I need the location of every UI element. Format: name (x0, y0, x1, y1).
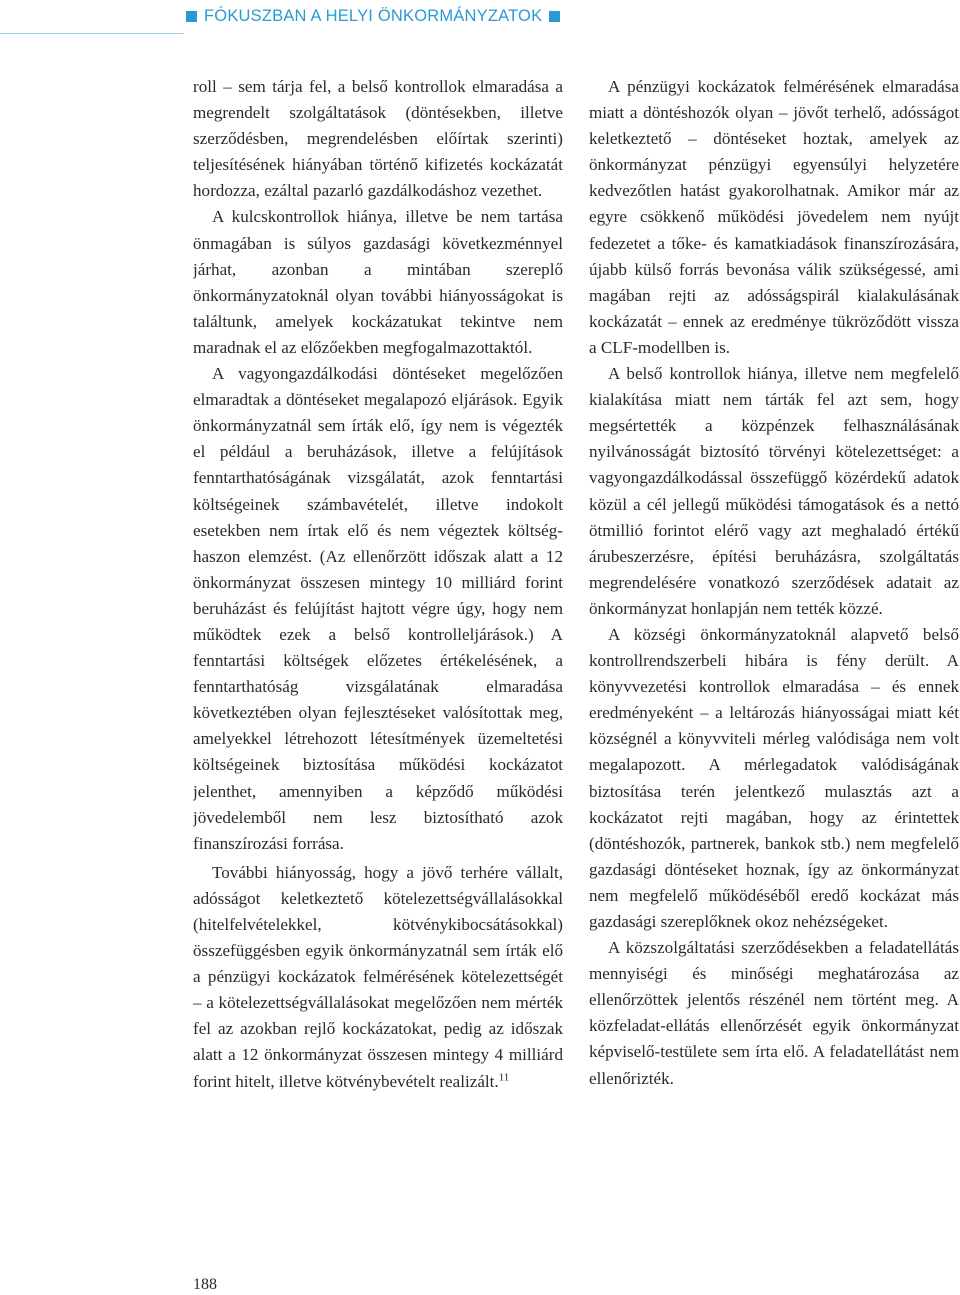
right-paragraph-2: A belső kontrollok hiánya, illetve nem megfelelő kialakítása miatt nem tárták fel azt sem, hogy megsértették a közpénzek felhasználásának nyilvánosságát biztosító törvényi kötelezettséget: a vagyongazdálkodással összefüggő közérdekű adatok közül a cél jellegű működési támogatások és a nettó ötmillió forintot elérő vagy azt meghaladó értékű árubeszerzésre, építési beruházásra, szolgáltatás megrendelésére vonatkozó szerződések adatait az önkormányzat honlapján nem tették közzé. (589, 364, 959, 618)
left-paragraph-2: A kulcskontrollok hiánya, illetve be nem tartása önmagában is súlyos gazdasági következménnyel járhat, azonban a mintában szereplő önkormányzatoknál olyan további hiányosságokat is találtunk, amelyek kockázatukat tekintve nem maradnak el az előzőekben megfogalmazottaktól. (193, 207, 563, 357)
footnote-marker: 11 (498, 1070, 510, 1083)
page-number: 188 (193, 1276, 217, 1293)
left-paragraph-4 (193, 860, 563, 1095)
right-paragraph-1: A pénzügyi kockázatok felmérésének elmaradása miatt a döntéshozók olyan – jövőt terhelő, adósságot keletkeztető – döntéseket hoztak, amelyek az önkormányzat pénzügyi egyensúlyi helyzetére kedvezőtlen hatást gyakorolhatnak. Amikor már az egyre csökkenő működési jövedelem nem nyújt fedezetet a tőke- és kamatkiadások finanszírozására, újabb külső forrás bevonása válik szükségessé, ami magában rejti az adósságspirál kialakulásának kockázatát – ennek az eredménye tükröződött vissza a CLF-modellben is. (589, 77, 959, 357)
running-header (186, 5, 560, 27)
left-paragraph-3: A vagyongazdálkodási döntéseket megelőzően elmaradtak a döntéseket megalapozó eljárások. Egyik önkormányzatnál sem írták elő, így nem is végezték el például a beruházások, illetve a felújítások fenntarthatóságának vizsgálatát, azok fenntartási költségeinek számbavételét, illetve indokolt esetekben nem írtak elő és nem végeztek költség-haszon elemzést. (Az ellenőrzött időszak alatt a 12 önkormányzat összesen mintegy 10 milliárd forint beruházást és felújítást hajtott végre úgy, hogy nem működtek ezek a belső kontrolleljárások.) A fenntartási költségek előzetes értékelésének, a fenntarthatóság vizsgálatának elmaradása következtében olyan fejlesztéseket valósítottak meg, amelyekkel létrehozott létesítmények üzemeltetési költségeinek biztosítása működési kockázatot jelenthet, amennyiben a képződő működési jövedelemből nem lesz biztosítható azok finanszírozási forrása. (193, 364, 563, 853)
header-title: FÓKUSZBAN A HELYI ÖNKORMÁNYZATOK (204, 6, 543, 25)
right-paragraph-3: A községi önkormányzatoknál alapvető belső kontrollrendszerbeli hibára is fény derült. A könyvvezetési kontrollok elmaradása – és ennek eredményeként – a leltározás hiányosságai miatt két községnél a könyvviteli mérleg valódisága nem volt megalapozott. A mérlegadatok valódiságának biztosítása terén jelentkező mulasztás azt a kockázatot rejti magában, hogy az érintettek (döntéshozók, partnerek, bankok stb.) nem megfelelő gazdasági döntéseket hoznak, így az önkormányzat nem megfelelő működéséből eredő kockázat más gazdasági szereplőknek okoz nehézségeket. (589, 624, 959, 931)
left-paragraph-4-text: További hiányosság, hogy a jövő terhére vállalt, adósságot keletkeztető kötelezettségvállalásokkal (hitelfelvételekkel, kötvénykibocsátásokkal) összefüggésben egyik önkormányzatnál sem írták elő a pénzügyi kockázatok felmérésének kötelezettségét – a kötelezettségvállalásokat megelőzően nem mérték fel az azokban rejlő kockázatokat, pedig az időszak alatt a 12 önkormányzat összesen mintegy 4 milliárd forint hitelt, illetve kötvénybevételt realizált. (193, 862, 563, 1091)
header-square-right-icon (549, 11, 560, 22)
left-paragraph-1: roll – sem tárja fel, a belső kontrollok elmaradása a megrendelt szolgáltatások (döntésekben, illetve szerződésben, megrendelésben előírtak szerinti) teljesítésének hiányában történő kifizetés kockázatát hordozza, ezáltal pazarló gazdálkodáshoz vezethet. (193, 77, 563, 201)
right-column (589, 74, 959, 1234)
header-square-left-icon (186, 11, 197, 22)
right-paragraph-4: A közszolgáltatási szerződésekben a feladatellátás mennyiségi és minőségi meghatározása az ellenőrzöttek jelentős részénél nem történt meg. A közfeladat-ellátás ellenőrzését egyik önkormányzat képviselő-testülete sem írta elő. A feladatellátást nem ellenőrizték. (589, 938, 959, 1088)
header-rule (0, 33, 184, 34)
left-column (193, 74, 563, 1234)
